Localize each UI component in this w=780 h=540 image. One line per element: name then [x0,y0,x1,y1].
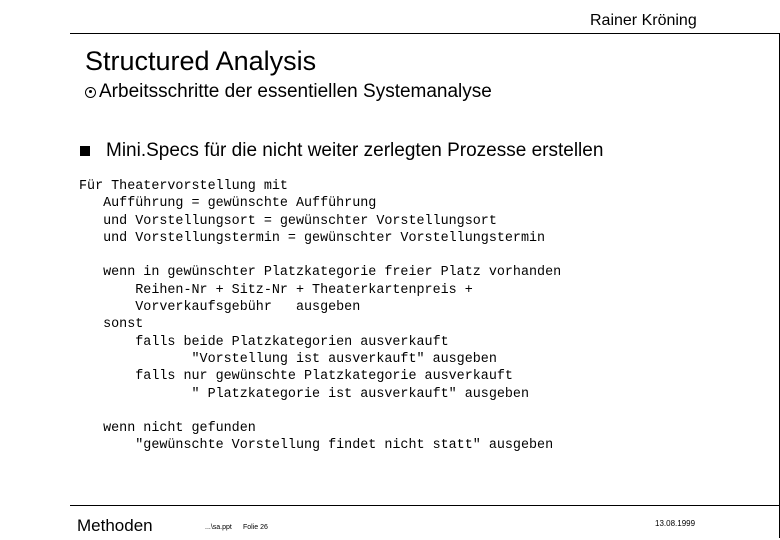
code-line: Für Theatervorstellung mit [79,179,288,194]
code-line: wenn nicht gefunden [79,421,256,437]
code-line: wenn in gewünschter Platzkategorie freier Platz vorhanden [79,265,562,281]
code-line: und Vorstellungstermin = gewünschter Vorstellungstermin [79,230,546,246]
target-icon [85,87,96,98]
code-line: "Vorstellung ist ausverkauft" ausgeben [79,351,497,367]
author-name: Rainer Kröning [590,12,697,29]
code-line: "gewünschte Vorstellung findet nicht statt" ausgeben [79,438,554,454]
footer-page: Folie 26 [243,524,268,531]
bullet-item [80,140,603,162]
mini-spec-code [79,178,561,455]
code-line: Aufführung = gewünschte Aufführung [79,196,377,212]
code-line: falls nur gewünschte Platzkategorie ausverkauft [79,369,513,385]
code-line: Reihen-Nr + Sitz-Nr + Theaterkartenpreis + [79,282,473,298]
footer-file: ...\sa.ppt [205,524,232,531]
footer-date: 13.08.1999 [655,519,696,528]
slide-subtitle [85,81,492,103]
code-line: Vorverkaufsgebühr ausgeben [79,300,361,316]
code-line: sonst [79,317,144,333]
footer-rule [70,505,780,506]
footer-title: Methoden [77,516,153,535]
slide-title: Structured Analysis [85,46,317,76]
code-line: " Platzkategorie ist ausverkauft" ausgeben [79,386,529,402]
subtitle-text: Arbeitsschritte der essentiellen Systemanalyse [99,81,492,102]
code-line: falls beide Platzkategorien ausverkauft [79,334,449,350]
bullet-text: Mini.Specs für die nicht weiter zerlegten Prozesse erstellen [106,140,604,161]
code-line: und Vorstellungsort = gewünschter Vorstellungsort [79,213,497,229]
header-rule [70,33,780,34]
square-bullet-icon [80,146,90,156]
